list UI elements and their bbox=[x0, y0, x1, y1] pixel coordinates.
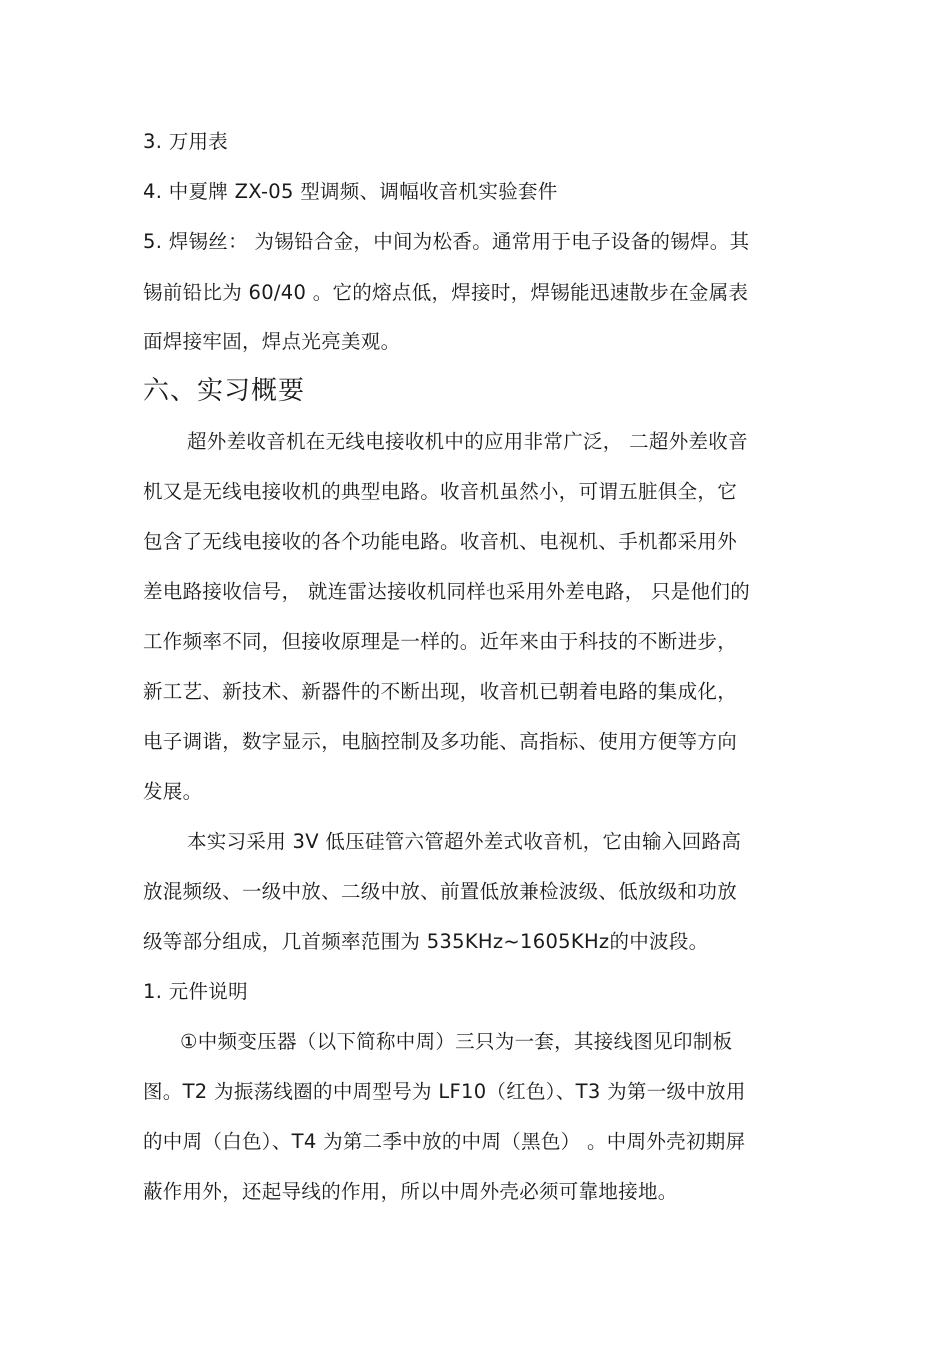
subsection-heading: 1. 元件说明 bbox=[143, 980, 248, 1003]
paragraph-line: 工作频率不同，但接收原理是一样的。近年来由于科技的不断进步， bbox=[143, 630, 738, 653]
paragraph-line: 差电路接收信号， 就连雷达接收机同样也采用外差电路， 只是他们的 bbox=[143, 580, 750, 603]
text-line: 面焊接牢固，焊点光亮美观。 bbox=[143, 330, 401, 353]
paragraph-line: 发展。 bbox=[143, 780, 203, 803]
paragraph-line: 图。T2 为振荡线圈的中周型号为 LF10（红色）、T3 为第一级中放用 bbox=[143, 1080, 746, 1103]
paragraph-line: ①中频变压器（以下简称中周）三只为一套，其接线图见印制板 bbox=[180, 1030, 733, 1053]
paragraph-line: 放混频级、一级中放、二级中放、前置低放兼检波级、低放级和功放 bbox=[143, 880, 738, 903]
paragraph-line: 电子调谐，数字显示，电脑控制及多功能、高指标、使用方便等方向 bbox=[143, 730, 738, 753]
list-item-solder-wire: 5. 焊锡丝： 为锡铅合金，中间为松香。通常用于电子设备的锡焊。其 bbox=[143, 230, 750, 253]
text-line: 锡前铅比为 60/40 。它的熔点低，焊接时，焊锡能迅速散步在金属表 bbox=[143, 281, 749, 304]
paragraph-line: 的中周（白色）、T4 为第二季中放的中周（黑色） 。中周外壳初期屏 bbox=[143, 1130, 746, 1153]
paragraph-line: 本实习采用 3V 低压硅管六管超外差式收音机，它由输入回路高 bbox=[187, 830, 742, 853]
paragraph-line: 超外差收音机在无线电接收机中的应用非常广泛， 二超外差收音 bbox=[187, 430, 748, 453]
paragraph-line: 新工艺、新技术、新器件的不断出现，收音机已朝着电路的集成化， bbox=[143, 680, 738, 703]
list-item-multimeter: 3. 万用表 bbox=[143, 130, 229, 153]
paragraph-line: 蔽作用外，还起导线的作用，所以中周外壳必须可靠地接地。 bbox=[143, 1180, 678, 1203]
paragraph-line: 级等部分组成，几首频率范围为 535KHz~1605KHz的中波段。 bbox=[143, 930, 709, 953]
section-heading: 六、实习概要 bbox=[143, 376, 306, 406]
paragraph-line: 机又是无线电接收机的典型电路。收音机虽然小，可谓五脏俱全，它 bbox=[143, 480, 738, 503]
list-item-radio-kit: 4. 中夏牌 ZX-05 型调频、调幅收音机实验套件 bbox=[143, 180, 558, 203]
paragraph-line: 包含了无线电接收的各个功能电路。收音机、电视机、手机都采用外 bbox=[143, 530, 738, 553]
